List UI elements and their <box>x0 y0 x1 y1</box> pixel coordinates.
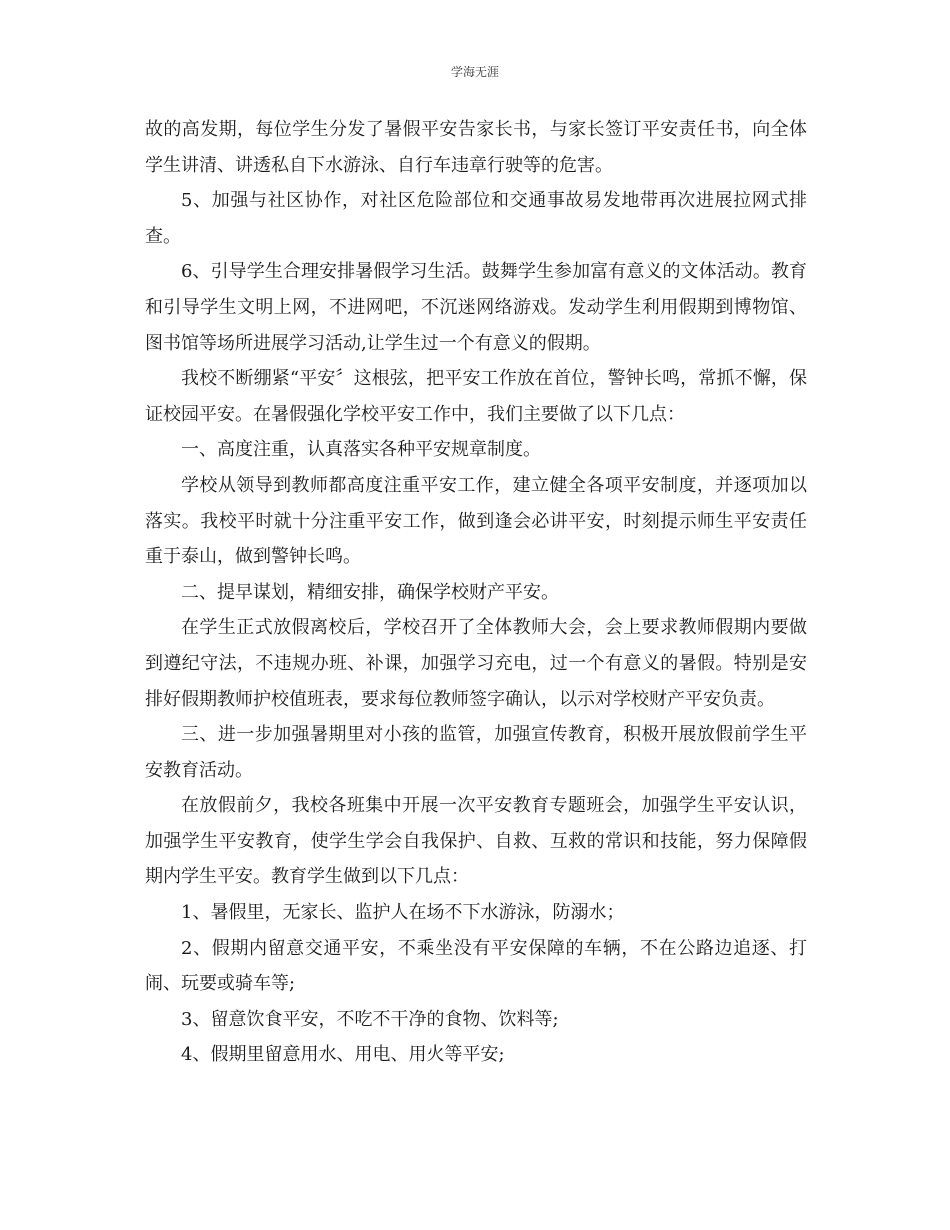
paragraph-section-1: 学校从领导到教师都高度注重平安工作，建立健全各项平安制度，并逐项加以落实。我校平时就十分注重平安工作，做到逢会必讲平安，时刻提示师生平安责任重于泰山，做到警钟长鸣。 <box>145 474 807 568</box>
list-item-2: 2、假期内留意交通平安，不乘坐没有平安保障的车辆，不在公路边追逐、打闹、玩要或骑车等; <box>145 937 807 995</box>
paragraph-item-5: 5、加强与社区协作，对社区危险部位和交通事故易发地带再次进展拉网式排查。 <box>145 190 807 247</box>
paragraph-section-3: 在放假前夕，我校各班集中开展一次平安教育专题班会，加强学生平安认识，加强学生平安教育，使学生学会自我保护、自救、互救的常识和技能，努力保障假期内学生平安。教育学生做到以下几点： <box>145 795 807 888</box>
paragraph-continuation: 故的高发期，每位学生分发了暑假平安告家长书，与家长签订平安责任书，向全体学生讲清、讲透私自下水游泳、自行车违章行驶等的危害。 <box>145 119 807 176</box>
list-item-4: 4、假期里留意用水、用电、用火等平安; <box>181 1044 505 1066</box>
paragraph-intro: 我校不断绷紧“平安〞这根弦，把平安工作放在首位，警钟长鸣，常抓不懈，保证校园平安。在暑假强化学校平安工作中，我们主要做了以下几点： <box>145 368 807 425</box>
section-heading-2: 二、提早谋划，精细安排，确保学校财产平安。 <box>181 581 559 603</box>
page-header: 学海无涯 <box>450 65 499 79</box>
section-heading-3: 三、进一步加强暑期里对小孩的监管，加强宣传教育，积极开展放假前学生平安教育活动。 <box>145 724 807 781</box>
paragraph-section-2: 在学生正式放假离校后，学校召开了全体教师大会，会上要求教师假期内要做到遵纪守法，不违规办班、补课，加强学习充电，过一个有意义的暑假。特别是安排好假期教师护校值班表，要求每位教师签字确认，以示对学校财产平安负责。 <box>145 617 807 710</box>
document-body <box>145 112 807 1073</box>
section-heading-1: 一、高度注重，认真落实各种平安规章制度。 <box>181 439 541 461</box>
list-item-1: 1、暑假里，无家长、监护人在场不下水游泳，防溺水； <box>181 902 625 924</box>
list-item-3: 3、留意饮食平安，不吃不干净的食物、饮料等; <box>181 1008 559 1030</box>
paragraph-item-6: 6、引导学生合理安排暑假学习生活。鼓舞学生参加富有意义的文体活动。教育和引导学生文明上网，不进网吧，不沉迷网络游戏。发动学生利用假期到博物馆、图书馆等场所进展学习活动,让学生过一个有意义的假期。 <box>145 261 807 354</box>
